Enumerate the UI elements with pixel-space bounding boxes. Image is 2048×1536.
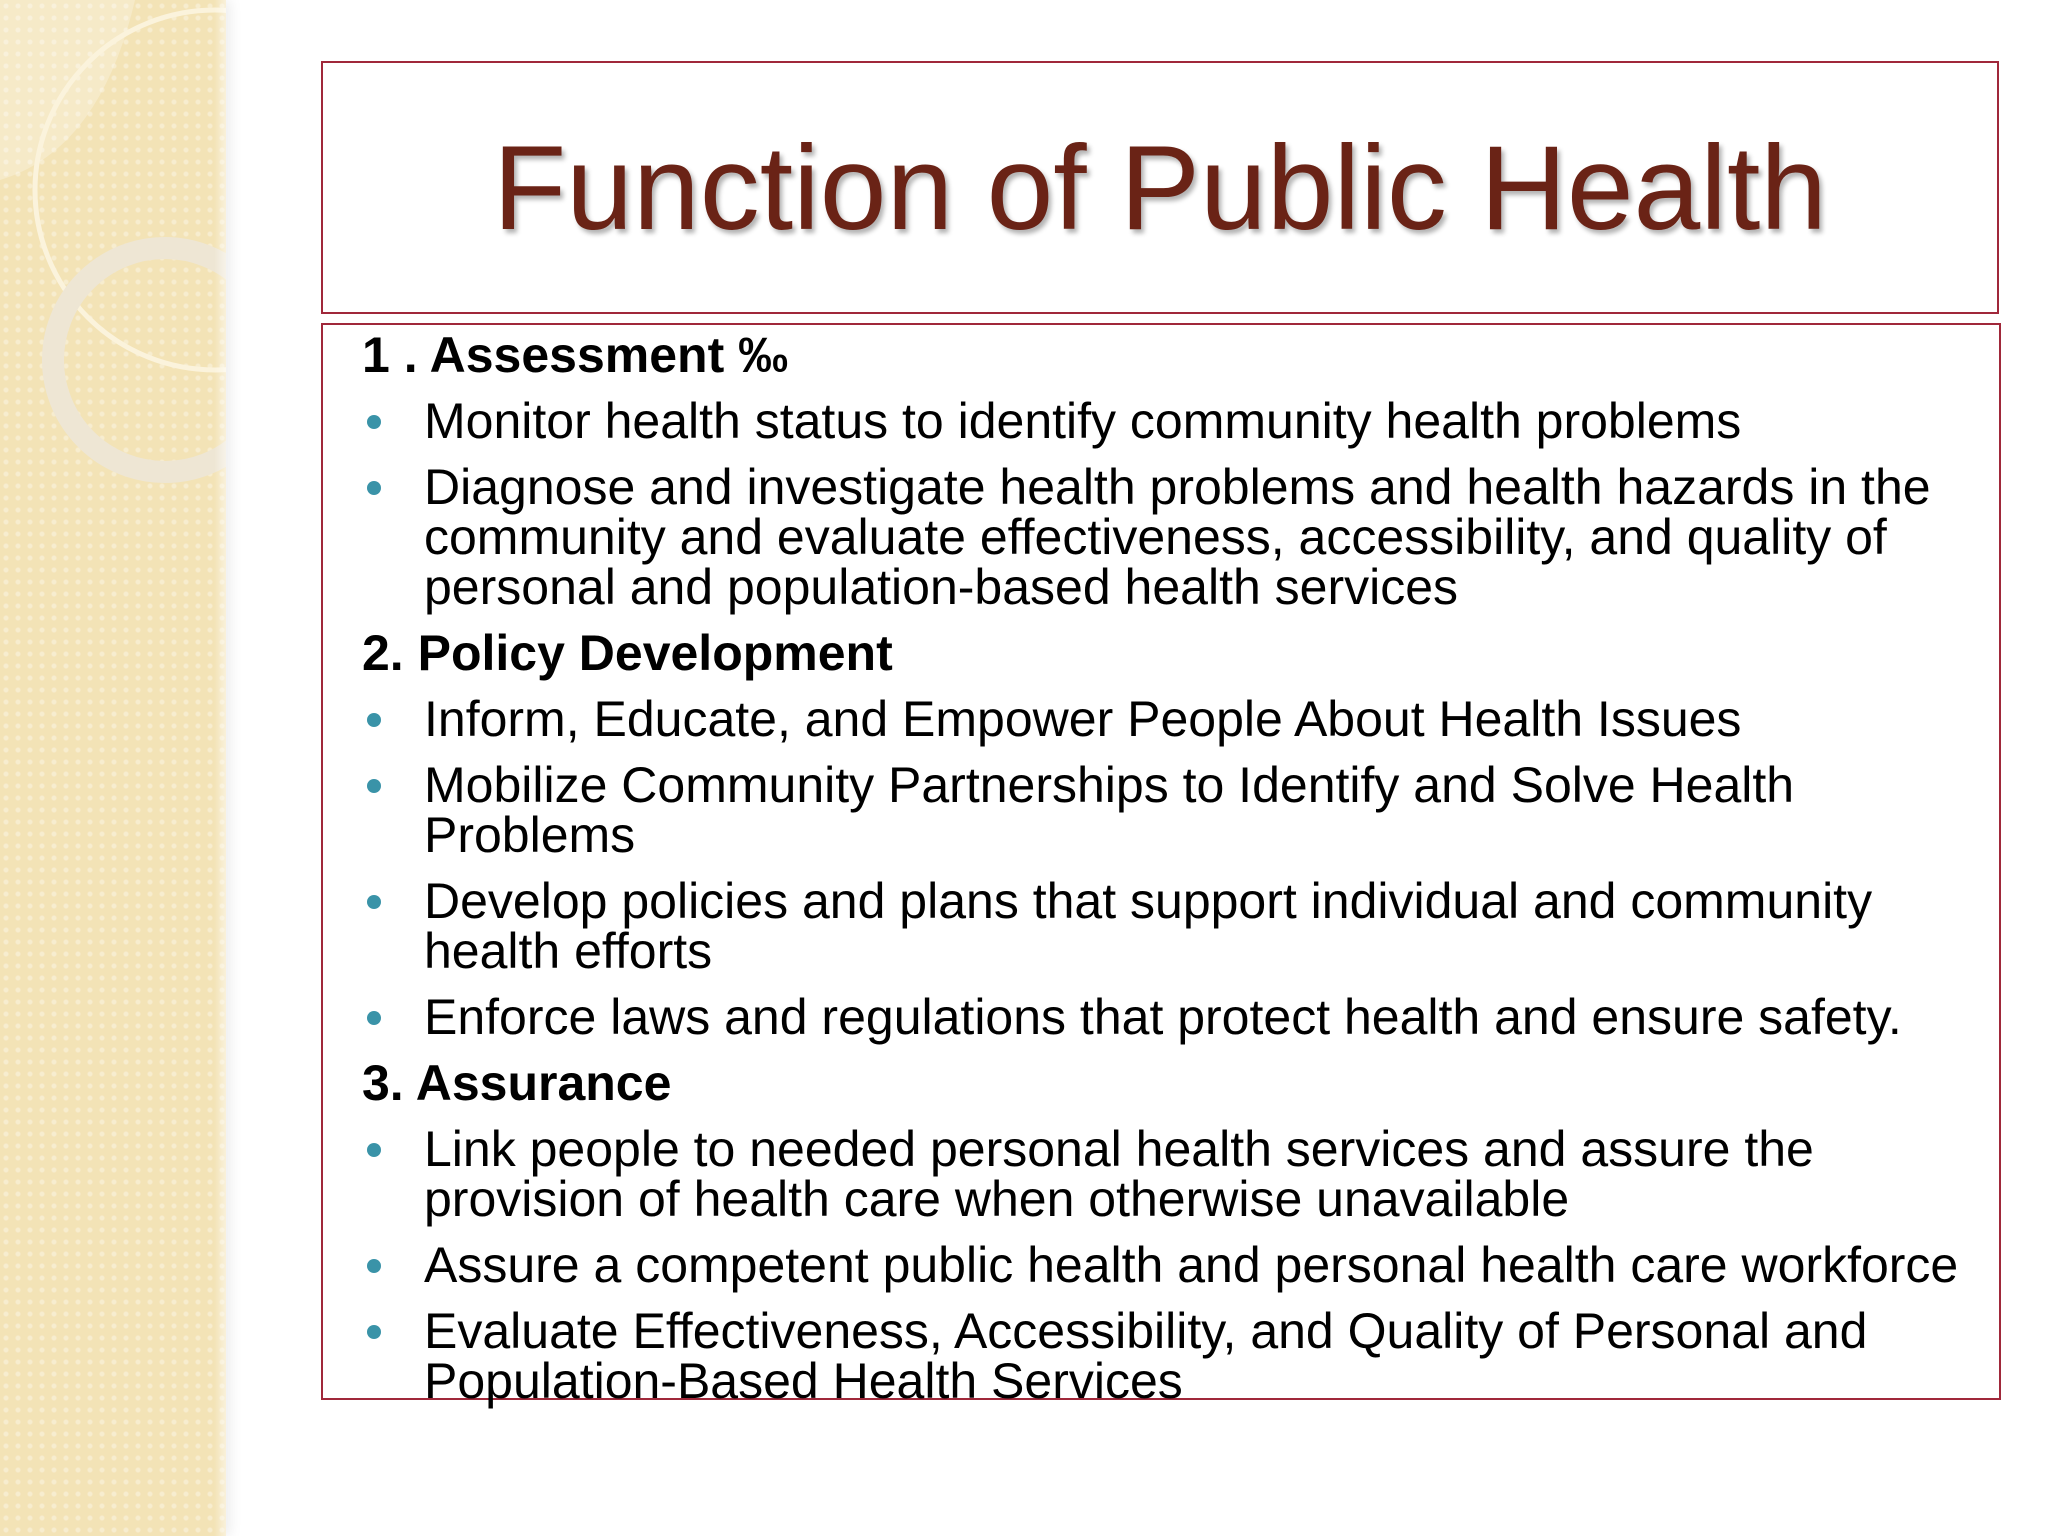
bullet-icon bbox=[367, 713, 381, 727]
bullet-text: Inform, Educate, and Empower People About Health Issues bbox=[424, 691, 1742, 747]
section-heading: 1 . Assessment ‰ bbox=[362, 327, 789, 383]
bullet-icon bbox=[367, 1259, 381, 1273]
slide-content bbox=[362, 327, 1992, 1422]
bullet-icon bbox=[367, 1325, 381, 1339]
bullet-text: Monitor health status to identify community health problems bbox=[424, 393, 1742, 449]
bullet-text: Diagnose and investigate health problems and health hazards in the community and evaluate effectiveness, accessibility, and quality of personal and population-based health services bbox=[424, 459, 1931, 615]
decorative-sidebar bbox=[0, 0, 226, 1536]
bullet-item bbox=[362, 873, 1992, 979]
bullet-icon bbox=[367, 779, 381, 793]
bullet-item bbox=[362, 1303, 1992, 1409]
bullet-item bbox=[362, 1237, 1992, 1293]
bullet-icon bbox=[367, 895, 381, 909]
bullet-item bbox=[362, 691, 1992, 747]
bullet-icon bbox=[367, 1011, 381, 1025]
slide-title: Function of Public Health bbox=[492, 120, 1828, 255]
bullet-text: Enforce laws and regulations that protect health and ensure safety. bbox=[424, 989, 1902, 1045]
bullet-text: Link people to needed personal health services and assure the provision of health care when otherwise unavailable bbox=[424, 1121, 1814, 1227]
bullet-text: Evaluate Effectiveness, Accessibility, and Quality of Personal and Population-Based Health Services bbox=[424, 1303, 1868, 1409]
section-heading: 3. Assurance bbox=[362, 1055, 672, 1111]
circle-ornament-icon bbox=[0, 0, 226, 1536]
bullet-text: Mobilize Community Partnerships to Identify and Solve Health Problems bbox=[424, 757, 1795, 863]
bullet-icon bbox=[367, 481, 381, 495]
bullet-item bbox=[362, 393, 1992, 449]
bullet-item bbox=[362, 757, 1992, 863]
bullet-item bbox=[362, 989, 1992, 1045]
bullet-icon bbox=[367, 415, 381, 429]
bullet-item bbox=[362, 459, 1992, 615]
section-heading: 2. Policy Development bbox=[362, 625, 893, 681]
bullet-icon bbox=[367, 1143, 381, 1157]
bullet-text: Assure a competent public health and personal health care workforce bbox=[424, 1237, 1959, 1293]
bullet-item bbox=[362, 1121, 1992, 1227]
bullet-text: Develop policies and plans that support individual and community health efforts bbox=[424, 873, 1873, 979]
